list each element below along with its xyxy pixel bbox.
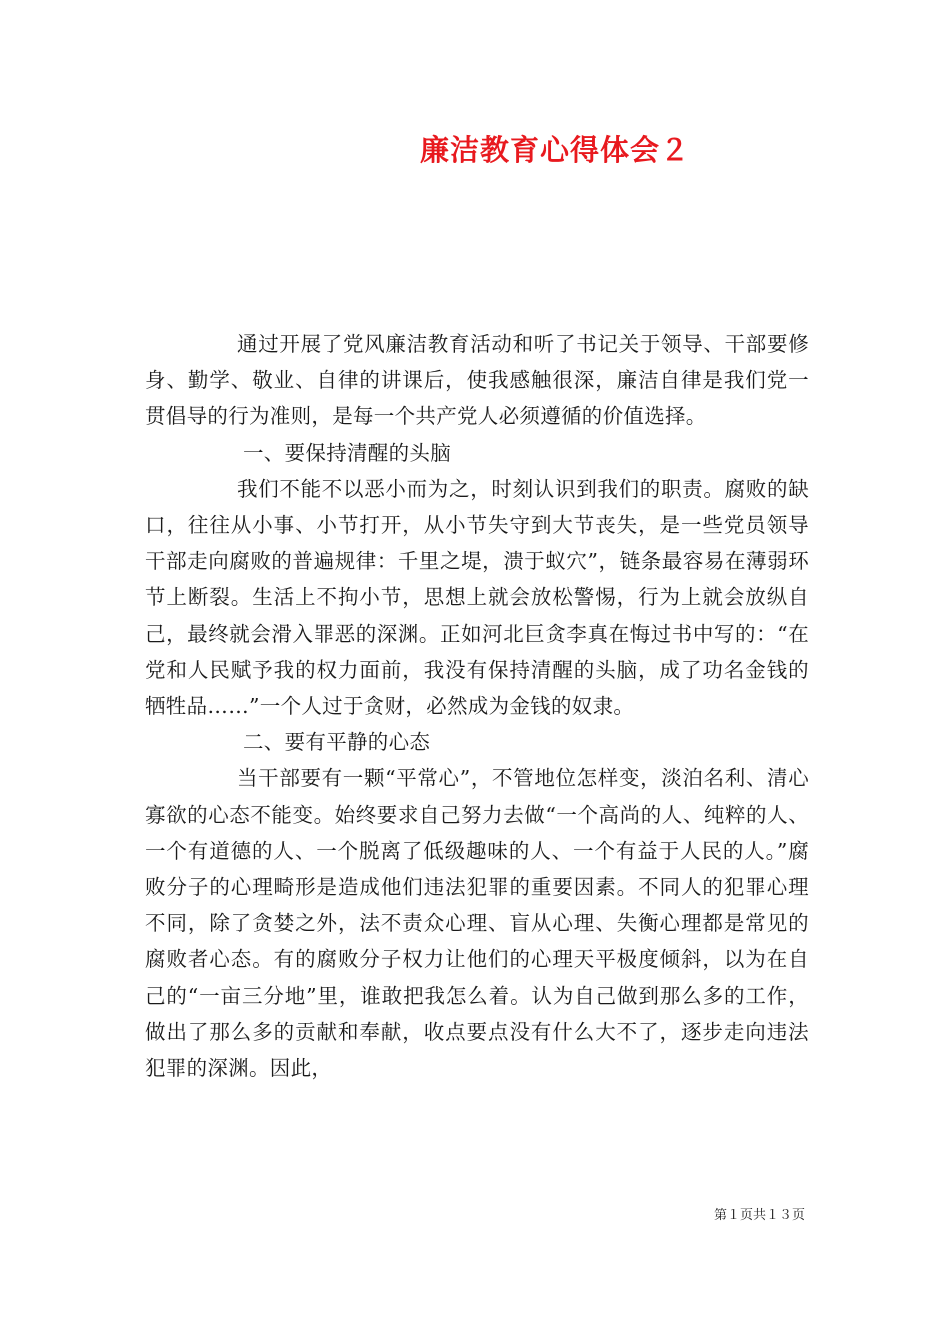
section-1-paragraph: 我们不能不以恶小而为之，时刻认识到我们的职责。腐败的缺口，往往从小事、小节打开，从小节失守到大节丧失，是一些党员领导干部走向腐败的普遍规律：千里之堤，溃于蚁穴”，链条最容易在薄弱环节上断裂。生活上不拘小节，思想上就会放松警惕，行为上就会放纵自己，最终就会滑入罪恶的深渊。正如河北巨贪李真在悔过书中写的：“在党和人民赋予我的权力面前，我没有保持清醒的头脑，成了功名金钱的牺牲品……”一个人过于贪财，必然成为金钱的奴隶。 xyxy=(145,476,809,719)
document-body xyxy=(145,326,809,1086)
section-heading-2: 二、要有平静的心态 xyxy=(243,730,431,755)
section-2-paragraph: 当干部要有一颗“平常心”，不管地位怎样变，淡泊名利、清心寡欲的心态不能变。始终要求自己努力去做“一个高尚的人、纯粹的人、一个有道德的人、一个脱离了低级趣味的人、一个有益于人民的人。”腐败分子的心理畸形是造成他们违法犯罪的重要因素。不同人的犯罪心理不同，除了贪婪之外，法不责众心理、盲从心理、失衡心理都是常见的腐败者心态。有的腐败分子权力让他们的心理天平极度倾斜，以为在自己的“一亩三分地”里，谁敢把我怎么着。认为自己做到那么多的工作，做出了那么多的贡献和奉献，收点要点没有什么大不了，逐步走向违法犯罪的深渊。因此， xyxy=(145,766,809,1081)
document-title: 廉洁教育心得体会２ xyxy=(419,133,690,167)
section-heading-1: 一、要保持清醒的头脑 xyxy=(243,440,451,465)
intro-paragraph: 通过开展了党风廉洁教育活动和听了书记关于领导、干部要修身、勤学、敬业、自律的讲课后，使我感触很深，廉洁自律是我们党一贯倡导的行为准则，是每一个共产党人必须遵循的价值选择。 xyxy=(145,332,809,429)
page-number-footer: 第１页共１３页 xyxy=(713,1208,805,1223)
